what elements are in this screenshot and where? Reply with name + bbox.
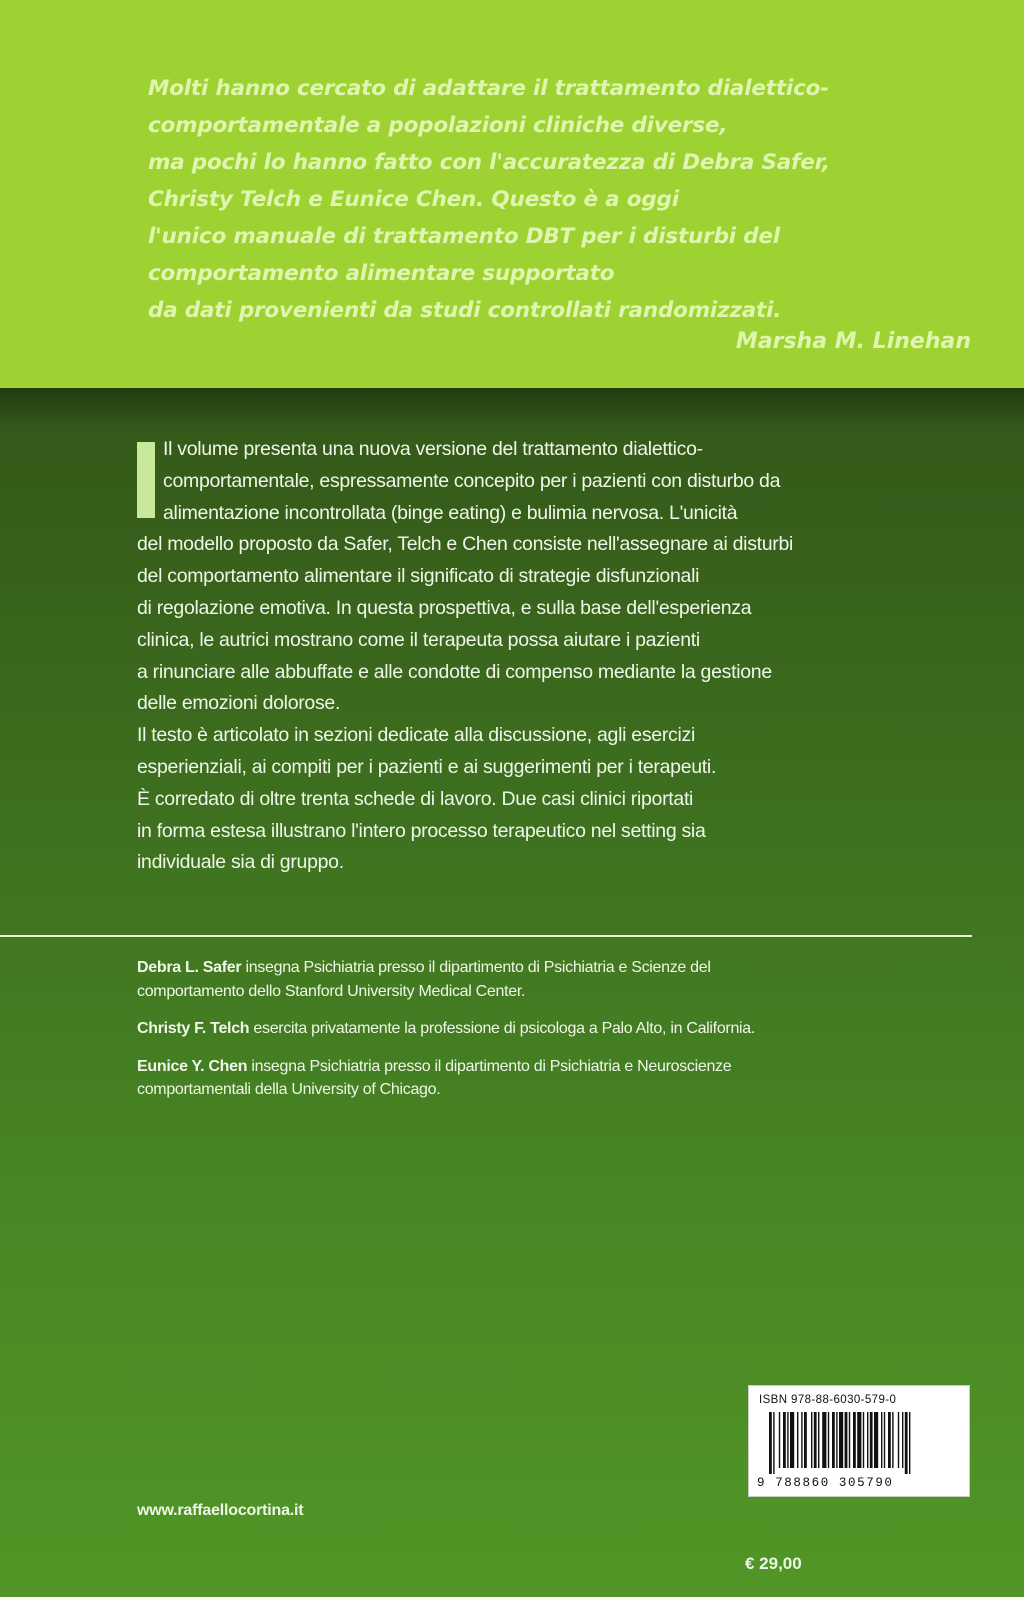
quote-line: l'unico manuale di trattamento DBT per i disturbi del [148,224,780,249]
quote-line: comportamento alimentare supportato [148,261,615,286]
barcode-bar [884,1412,885,1468]
barcode-bar [909,1412,910,1474]
description-line: del comportamento alimentare il significato di strategie disfunzionali [137,565,700,588]
barcode-bar [892,1412,893,1468]
barcode-bar [874,1412,878,1468]
barcode-bar [790,1412,794,1468]
barcode-bar [818,1412,819,1468]
author-name: Debra L. Safer [137,959,242,976]
barcode-bar [867,1412,868,1468]
author-bio [137,1017,977,1041]
barcode-bar [787,1412,788,1468]
barcode-bar [832,1412,835,1468]
description-line: Il volume presenta una nuova versione del trattamento dialettico- [163,438,703,460]
description-line: esperienziali, ai compiti per i pazienti e ai suggerimenti per i terapeuti. [137,755,717,778]
barcode-bar [769,1412,772,1474]
panel-shadow [0,388,1024,428]
quote-line: ma pochi lo hanno fatto con l'accuratezza di Debra Safer, [148,150,830,175]
description-line: Il testo è articolato in sezioni dedicate alla discussione, agli esercizi [137,724,695,747]
barcode-bar [811,1412,812,1468]
description-line: comportamentale, espressamente concepito per i pazienti con disturbo da [163,469,781,492]
description-line: alimentazione incontrollata (binge eating) e bulimia nervosa. L'unicità [163,501,738,524]
barcode-bar [870,1412,873,1468]
description-line: individuale sia di gruppo. [137,851,344,874]
quote-line: Christy Telch e Eunice Chen. Questo è a oggi [148,187,679,212]
barcode-bar [836,1412,837,1468]
author-name: Eunice Y. Chen [137,1057,248,1075]
isbn-label: ISBN 978-88-6030-579-0 [759,1394,897,1406]
barcode-bar [839,1412,843,1468]
author-bio-text: comportamentali della University of Chicago. [137,1081,441,1098]
barcode-bar [822,1412,826,1468]
author-bio-text: insegna Psichiatria presso il dipartimento di Psichiatria e Neuroscienze [247,1057,732,1075]
barcode-bar [773,1412,774,1474]
barcode-bar [902,1412,903,1468]
quote-line: Molti hanno cercato di adattare il trattamento dialettico- [148,76,829,101]
quote-line: comportamentale a popolazioni cliniche diverse, [148,113,728,138]
barcode-bar [804,1412,807,1468]
quote-line: da dati provenienti da studi controllati randomizzati. [148,298,782,323]
quote-author: Marsha M. Linehan [735,329,971,354]
barcode-bar [857,1412,861,1468]
barcode-bar [828,1412,829,1468]
barcode-bar [888,1412,891,1468]
author-name: Christy F. Telch [137,1020,250,1037]
isbn-barcode-box [748,1385,970,1497]
barcode-bar [905,1412,908,1474]
section-divider [0,935,972,937]
description-line: È corredato di oltre trenta schede di lavoro. Due casi clinici riportati [137,787,694,810]
author-bios [137,956,977,1116]
author-bio [137,1055,977,1102]
description-line: a rinunciare alle abbuffate e alle condotte di compenso mediante la gestione [137,660,772,683]
book-description [137,434,997,879]
barcode-bar [863,1412,864,1468]
description-line: di regolazione emotiva. In questa prospettiva, e sulla base dell'esperienza [137,596,752,619]
barcode-bar [881,1412,882,1468]
author-bio-text: insegna Psichiatria presso il dipartimento di Psichiatria e Scienze del [241,959,711,976]
barcode-bar [797,1412,798,1468]
barcode-bar [783,1412,786,1468]
barcode-number: 9 788860 305790 [757,1476,894,1490]
barcode-bar [849,1412,850,1468]
barcode-bar [898,1412,899,1468]
barcode-bar [845,1412,848,1468]
author-bio-text: esercita privatamente la professione di psicologa a Palo Alto, in California. [249,1020,756,1037]
barcode-bar [801,1412,802,1468]
description-line: del modello proposto da Safer, Telch e Chen consiste nell'assegnare ai disturbi [137,533,794,556]
barcode-bar [814,1412,817,1468]
barcode-bar [853,1412,856,1468]
author-bio [137,956,977,1003]
endorsement-quote [148,70,978,329]
publisher-website[interactable]: www.raffaellocortina.it [137,1502,304,1519]
description-line: clinica, le autrici mostrano come il terapeuta possa aiutare i pazienti [137,628,700,651]
description-line: delle emozioni dolorose. [137,692,341,715]
author-bio-text: comportamento dello Stanford University Medical Center. [137,982,526,1000]
price-label: € 29,00 [745,1554,802,1573]
description-line: in forma estesa illustrano l'intero processo terapeutico nel setting sia [137,819,706,842]
barcode-icon [769,1412,959,1474]
barcode-bar [779,1412,780,1468]
